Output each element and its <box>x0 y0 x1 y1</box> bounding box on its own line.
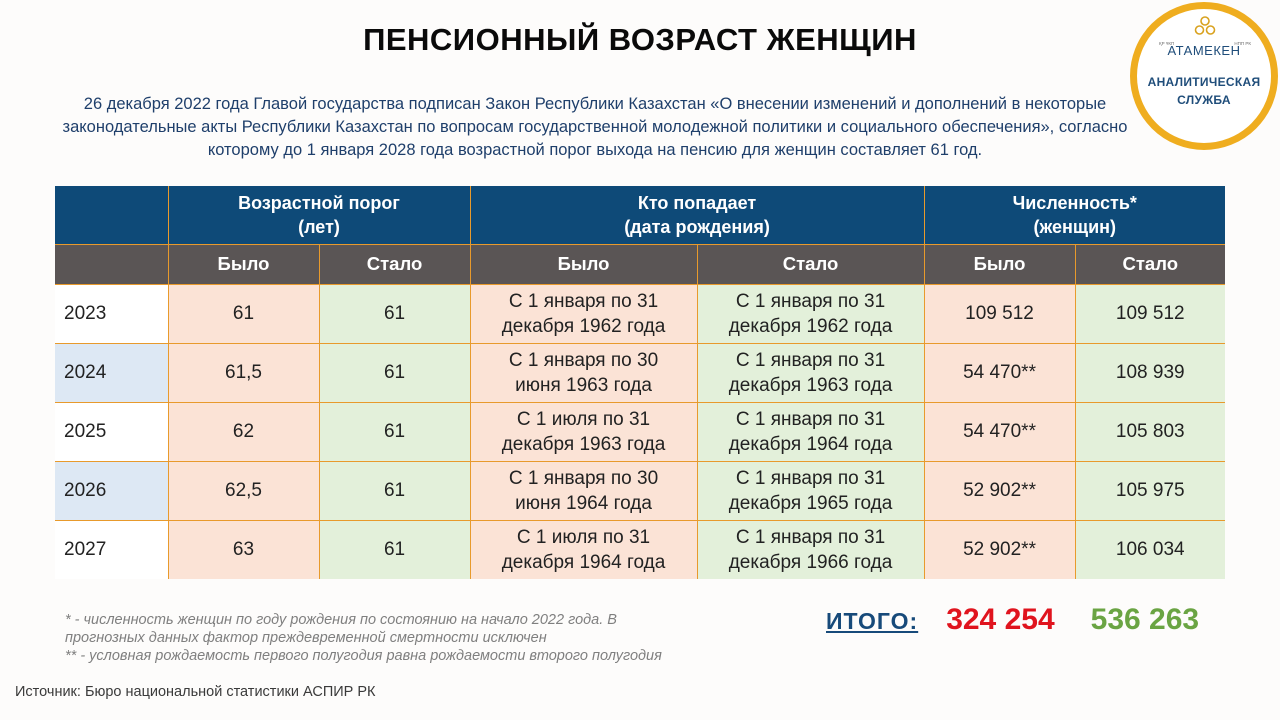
who-was-cell: С 1 января по 31 декабря 1962 года <box>470 284 697 343</box>
who-now-cell: С 1 января по 31 декабря 1964 года <box>697 402 924 461</box>
table-row <box>55 284 1225 343</box>
count-now-cell: 105 975 <box>1075 461 1225 520</box>
count-was-cell: 52 902** <box>924 520 1075 579</box>
header-age-threshold: Возрастной порог (лет) <box>168 186 470 244</box>
logo-service-line2: СЛУЖБА <box>1177 93 1231 107</box>
footnote-1-line2: прогнозных данных фактор преждевременной смертности исключен <box>65 630 547 646</box>
corner-cell <box>55 244 168 284</box>
subheader-was: Было <box>924 244 1075 284</box>
age-now-cell: 61 <box>319 520 470 579</box>
footnote-2: ** - условная рождаемость первого полугодия равна рождаемости второго полугодия <box>65 648 662 664</box>
logo-service-line1: АНАЛИТИЧЕСКАЯ <box>1147 75 1261 89</box>
count-now-cell: 108 939 <box>1075 343 1225 402</box>
who-now-cell: С 1 января по 31 декабря 1965 года <box>697 461 924 520</box>
subheader-now: Стало <box>319 244 470 284</box>
group-header-row <box>55 186 1225 244</box>
age-now-cell: 61 <box>319 402 470 461</box>
year-cell: 2026 <box>55 461 168 520</box>
who-now-cell: С 1 января по 31 декабря 1963 года <box>697 343 924 402</box>
who-now-cell: С 1 января по 31 декабря 1966 года <box>697 520 924 579</box>
header-count: Численность* (женщин) <box>924 186 1225 244</box>
who-was-cell: С 1 июля по 31 декабря 1963 года <box>470 402 697 461</box>
corner-cell <box>55 186 168 244</box>
age-now-cell: 61 <box>319 284 470 343</box>
subheader-now: Стало <box>697 244 924 284</box>
subheader-was: Было <box>168 244 319 284</box>
intro-paragraph: 26 декабря 2022 года Главой государства подписан Закон Республики Казахстан «О внесении изменений и дополнений в некоторые законодательные акты Республики Казахстан по вопросам государственной молодежной политики и социального обеспечения», согласно которому до 1 января 2028 года возрастной порог выхода на пенсию для женщин составляет 61 год. <box>62 95 1128 159</box>
count-now-cell: 109 512 <box>1075 284 1225 343</box>
count-was-cell: 52 902** <box>924 461 1075 520</box>
logo-brand: АТАМЕКЕН <box>1167 43 1241 58</box>
table-row <box>55 520 1225 579</box>
retirement-age-table <box>55 186 1225 579</box>
sub-header-row <box>55 244 1225 284</box>
knot-icon <box>1193 15 1217 39</box>
year-cell: 2023 <box>55 284 168 343</box>
total-was-value: 324 254 <box>946 603 1055 636</box>
count-was-cell: 109 512 <box>924 284 1075 343</box>
year-cell: 2024 <box>55 343 168 402</box>
year-cell: 2027 <box>55 520 168 579</box>
who-was-cell: С 1 июля по 31 декабря 1964 года <box>470 520 697 579</box>
totals-label: ИТОГО: <box>826 608 919 634</box>
who-now-cell: С 1 января по 31 декабря 1962 года <box>697 284 924 343</box>
header-who-qualifies: Кто попадает (дата рождения) <box>470 186 924 244</box>
footnote-1-line1: * - численность женщин по году рождения по состоянию на начало 2022 года. В <box>65 612 617 628</box>
subheader-was: Было <box>470 244 697 284</box>
page-title: ПЕНСИОННЫЙ ВОЗРАСТ ЖЕНЩИН <box>363 22 917 57</box>
logo-caption-right: НПП РК <box>1234 41 1251 46</box>
who-was-cell: С 1 января по 30 июня 1963 года <box>470 343 697 402</box>
age-was-cell: 62,5 <box>168 461 319 520</box>
count-was-cell: 54 470** <box>924 402 1075 461</box>
table-row <box>55 402 1225 461</box>
age-now-cell: 61 <box>319 461 470 520</box>
count-was-cell: 54 470** <box>924 343 1075 402</box>
table-row <box>55 461 1225 520</box>
age-now-cell: 61 <box>319 343 470 402</box>
age-was-cell: 62 <box>168 402 319 461</box>
age-was-cell: 61 <box>168 284 319 343</box>
table-row <box>55 343 1225 402</box>
year-cell: 2025 <box>55 402 168 461</box>
total-now-value: 536 263 <box>1090 603 1200 636</box>
atameken-logo <box>1130 2 1278 150</box>
source-note: Источник: Бюро национальной статистики АСПИР РК <box>15 684 376 700</box>
logo-caption-left: ҚР ҰКП <box>1159 41 1175 46</box>
count-now-cell: 106 034 <box>1075 520 1225 579</box>
count-now-cell: 105 803 <box>1075 402 1225 461</box>
footnotes <box>65 611 765 665</box>
age-was-cell: 61,5 <box>168 343 319 402</box>
age-was-cell: 63 <box>168 520 319 579</box>
who-was-cell: С 1 января по 30 июня 1964 года <box>470 461 697 520</box>
totals-row <box>826 603 1199 637</box>
subheader-now: Стало <box>1075 244 1225 284</box>
